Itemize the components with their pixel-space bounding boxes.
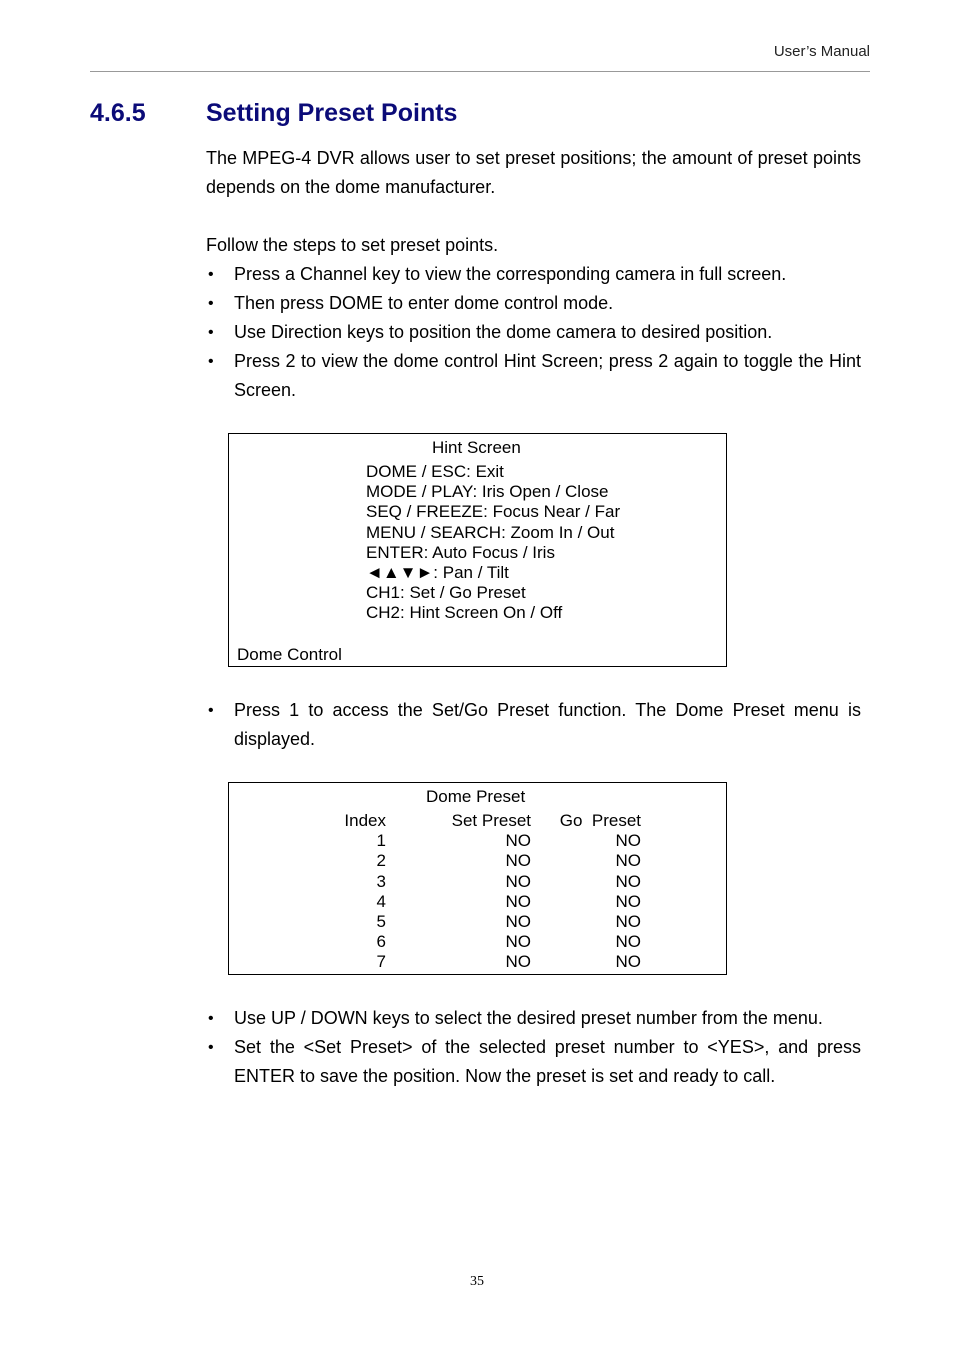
bullet-icon: • [208,1039,214,1056]
table-row: 4 NO NO [376,891,641,911]
table-row: 6 NO NO [376,932,641,952]
bullet-icon: • [208,353,214,370]
column-header-go-preset: Go Preset [559,811,641,830]
list-item: • Press a Channel key to view the corresponding camera in full screen. [206,260,861,289]
list-item: • Set the <Set Preset> of the selected preset number to <YES>, and press ENTER to save the position. Now the preset is set and ready to call. [206,1033,861,1091]
section-number: 4.6.5 [90,99,146,127]
header-label: User’s Manual [773,43,870,60]
list-item: • Then press DOME to enter dome control mode. [206,289,861,318]
hint-line: CH1: Set / Go Preset [366,583,526,603]
hint-line: MENU / SEARCH: Zoom In / Out [366,522,615,542]
dome-preset-box [228,782,727,975]
bullet-icon: • [208,1010,214,1027]
list-item: • Use Direction keys to position the dome camera to desired position. [206,318,861,347]
table-row: 5 NO NO [376,912,641,932]
section-heading [90,99,457,128]
table-header-row [329,811,641,831]
bullet-icon: • [208,324,214,341]
table-row: 1 NO NO [376,831,641,851]
table-row: 2 NO NO [376,851,641,871]
list-item: • Press 1 to access the Set/Go Preset function. The Dome Preset menu is displayed. [206,696,861,754]
hint-screen-lines [366,462,620,624]
page-number: 35 [470,1274,484,1289]
hint-line: ENTER: Auto Focus / Iris [366,542,555,562]
column-header-set-preset: Set Preset [451,811,531,830]
steps-intro: Follow the steps to set preset points. [206,235,499,255]
hint-line: CH2: Hint Screen On / Off [366,603,563,623]
column-header-index: Index [344,811,386,830]
preset-step-list [206,696,861,754]
hint-line: SEQ / FREEZE: Focus Near / Far [366,502,621,522]
hint-line: MODE / PLAY: Iris Open / Close [366,482,609,502]
section-title: Setting Preset Points [206,99,458,127]
bullet-icon: • [208,266,214,283]
list-item: • Press 2 to view the dome control Hint Screen; press 2 again to toggle the Hint Screen. [206,347,861,405]
hint-screen-box [228,433,727,667]
hint-screen-footer: Dome Control [237,645,342,664]
steps-list [206,260,861,405]
table-row: 3 NO NO [376,871,641,891]
dome-preset-table [329,811,641,973]
bullet-icon: • [208,295,214,312]
hint-line: ◄▲▼►: Pan / Tilt [366,563,509,583]
hint-screen-title: Hint Screen [432,438,521,457]
final-steps-list [206,1004,861,1091]
table-row: 7 NO NO [376,952,641,972]
dome-preset-title: Dome Preset [426,787,526,806]
bullet-icon: • [208,702,214,719]
intro-paragraph: The MPEG-4 DVR allows user to set preset positions; the amount of preset points depends on the dome manufacturer. [206,148,861,197]
list-item: • Use UP / DOWN keys to select the desired preset number from the menu. [206,1004,861,1033]
header-divider [90,71,870,72]
hint-line: DOME / ESC: Exit [366,462,504,481]
